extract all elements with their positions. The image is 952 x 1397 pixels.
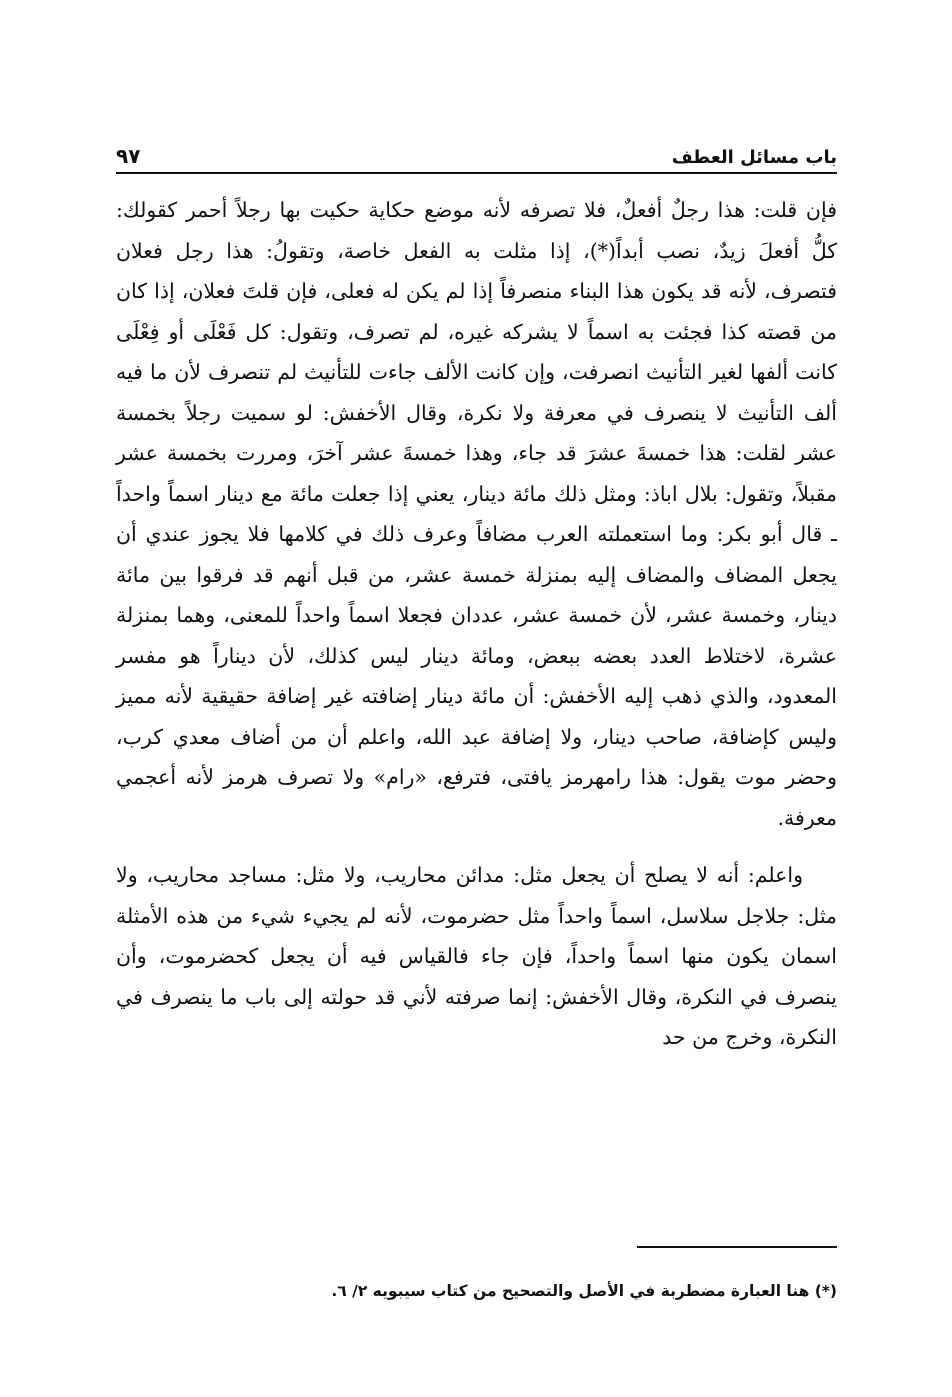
main-text bbox=[116, 190, 837, 1058]
paragraph-1: فإن قلت: هذا رجلٌ أفعلٌ، فلا تصرفه لأنه موضع حكاية حكيت بها رجلاً أحمر كقولك: كلُّ أفعلَ زيدٌ، نصب أبداً(*)، إذا مثلت به الفعل خاصة، وتقولُ: هذا رجل فعلان فتصرف، لأنه قد يكون هذا البناء منصرفاً إذا لم يكن له فعلى، فإن قلتَ فعلان، إذا كان من قصته كذا فجئت به اسماً لا يشركه غيره، لم تصرف، وتقول: كل فَعْلَى أو فِعْلَى كانت ألفها لغير التأنيث انصرفت، وإن كانت الألف جاءت للتأنيث لم تنصرف لأن ما فيه ألف التأنيث لا ينصرف في معرفة ولا نكرة، وقال الأخفش: لو سميت رجلاً بخمسة عشر لقلت: هذا خمسةَ عشرَ قد جاء، وهذا خمسةَ عشر آخرَ، ومررت بخمسة عشر مقبلاً، وتقول: بلال اباذ: ومثل ذلك مائة دينار، يعني إذا جعلت مائة مع دينار اسماً واحداً ـ قال أبو بكر: وما استعملته العرب مضافاً وعرف ذلك في كلامها فلا يجوز عندي أن يجعل المضاف والمضاف إليه بمنزلة خمسة عشر، من قبل أنهم قد فرقوا بين مائة دينار، وخمسة عشر، لأن خمسة عشر، عددان فجعلا اسماً واحداً للمعنى، وهما بمنزلة عشرة، لاختلاط العدد بعضه ببعض، ومائة دينار ليس كذلك، لأن ديناراً هو مفسر المعدود، والذي ذهب إليه الأخفش: أن مائة دينار إضافته غير إضافة حقيقية لأنه مميز وليس كإضافة، صاحب دينار، ولا إضافة عبد الله، واعلم أن من أضاف معدي كرب، وحضر موت يقول: هذا رامهرمز يافتى، فترفع، «رام» ولا تصرف هرمز لأنه أعجمي معرفة. bbox=[116, 198, 837, 830]
running-header bbox=[116, 136, 837, 174]
page-number: ٩٧ bbox=[116, 144, 141, 168]
chapter-title: باب مسائل العطف bbox=[671, 147, 837, 168]
footnote-divider bbox=[637, 1246, 837, 1248]
footnote: (*) هنا العبارة مضطربة في الأصل والتصحيح من كتاب سيبويه ٢/ ٦. bbox=[331, 1282, 837, 1300]
paragraph-2: واعلم: أنه لا يصلح أن يجعل مثل: مدائن محاريب، ولا مثل: مساجد محاريب، ولا مثل: جلاجل سلاسل، اسماً واحداً مثل حضرموت، لأنه لم يجيء شيء من هذه الأمثلة اسمان يكون منها اسماً واحداً، فإن جاء فالقياس فيه أن يجعل كحضرموت، وأن ينصرف في النكرة، وقال الأخفش: إنما صرفته لأني قد حولته إلى باب ما ينصرف في النكرة، وخرج من حد bbox=[116, 863, 837, 1049]
